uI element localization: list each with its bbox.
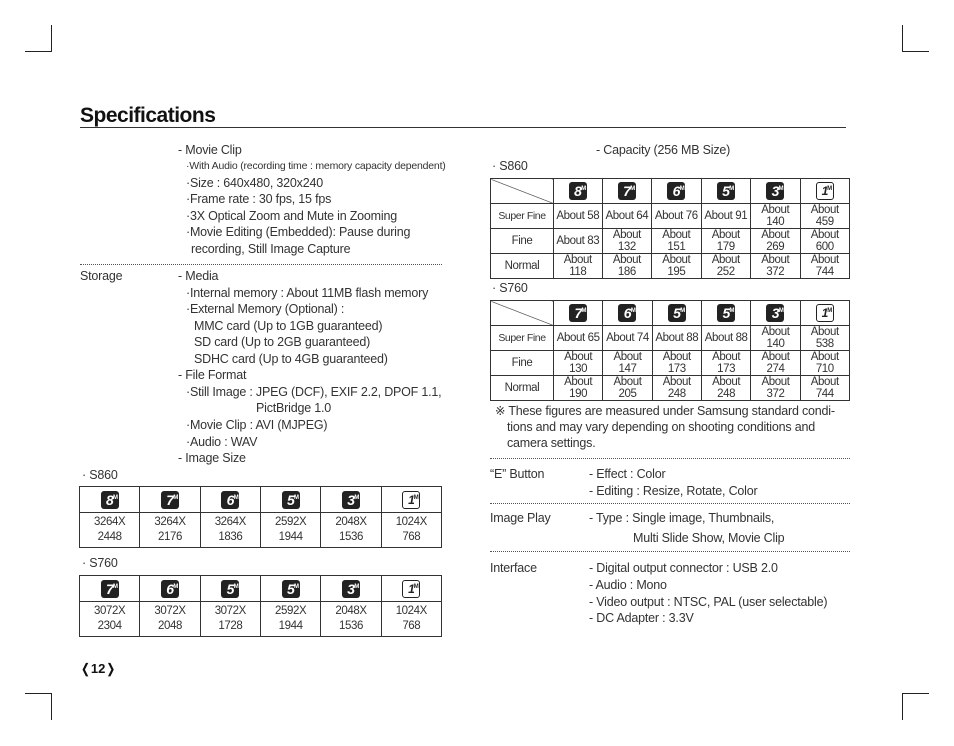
crop-mark bbox=[902, 693, 903, 720]
resolution-3m-icon bbox=[766, 304, 784, 322]
resolution-6m-icon bbox=[221, 491, 239, 509]
icon-row bbox=[80, 576, 442, 602]
capacity-row bbox=[491, 326, 850, 351]
crop-mark bbox=[25, 693, 52, 694]
icon-row bbox=[491, 179, 850, 204]
size-value: 1944 bbox=[278, 620, 303, 632]
page-number-value: 12 bbox=[90, 661, 106, 676]
capacity-value: About 744 bbox=[800, 254, 850, 279]
storage-sd: SD card (Up to 2GB guaranteed) bbox=[194, 335, 371, 349]
image-size-table-s760 bbox=[79, 575, 442, 637]
icon-cell bbox=[652, 301, 701, 326]
capacity-row bbox=[491, 254, 850, 279]
size-value: 3264X bbox=[154, 516, 186, 528]
size-value: 2176 bbox=[158, 531, 182, 543]
resolution-icon-unit: M bbox=[581, 186, 586, 192]
capacity-value: About 173 bbox=[701, 351, 750, 376]
capacity-value: About 248 bbox=[652, 376, 701, 401]
title-rule bbox=[80, 127, 846, 128]
capacity-value: About 74 bbox=[603, 326, 652, 351]
s760-size-label: · S760 bbox=[82, 556, 118, 570]
capacity-value: About 269 bbox=[751, 229, 800, 254]
resolution-5m-icon bbox=[668, 304, 686, 322]
capacity-note-cont: tions and may vary depending on shooting conditions and bbox=[507, 420, 815, 434]
resolution-icon-digit: 7 bbox=[623, 183, 631, 199]
size-value: 1836 bbox=[218, 531, 243, 543]
resolution-1m-icon bbox=[402, 491, 420, 509]
capacity-value: About 538 bbox=[800, 326, 849, 351]
icon-cell bbox=[260, 576, 320, 602]
movie-editing-cont: recording, Still Image Capture bbox=[191, 242, 351, 256]
interface-video: - Video output : NTSC, PAL (user selectable) bbox=[589, 595, 828, 609]
size-cell bbox=[80, 602, 140, 637]
resolution-icon-digit: 8 bbox=[574, 183, 582, 199]
resolution-icon-digit: 1 bbox=[821, 306, 828, 320]
size-cell bbox=[381, 602, 441, 637]
resolution-6m-icon bbox=[667, 182, 685, 200]
icon-cell bbox=[701, 301, 750, 326]
size-value: 2048 bbox=[158, 620, 182, 632]
capacity-value: About 65 bbox=[554, 326, 603, 351]
capacity-note: ※ These figures are measured under Samsung standard condi- bbox=[495, 404, 835, 418]
resolution-icon-digit: 6 bbox=[226, 491, 234, 508]
quality-label: Super Fine bbox=[491, 326, 554, 351]
movie-clip-heading: - Movie Clip bbox=[178, 143, 242, 157]
resolution-icon-unit: M bbox=[827, 308, 832, 314]
storage-label: Storage bbox=[80, 269, 123, 283]
resolution-icon-digit: 7 bbox=[105, 580, 114, 597]
quality-label: Normal bbox=[491, 254, 554, 279]
size-value: 2048X bbox=[335, 516, 367, 528]
capacity-value: About 118 bbox=[554, 254, 603, 279]
icon-cell bbox=[800, 179, 850, 204]
icon-cell bbox=[140, 576, 200, 602]
resolution-icon-unit: M bbox=[173, 583, 178, 590]
size-row bbox=[80, 513, 442, 548]
capacity-s760-label: · S760 bbox=[492, 281, 528, 295]
resolution-7m-icon bbox=[161, 491, 179, 509]
storage-internal: ·Internal memory : About 11MB flash memory bbox=[186, 286, 429, 300]
crop-mark bbox=[902, 693, 929, 694]
capacity-value: About 147 bbox=[603, 351, 652, 376]
icon-cell bbox=[260, 487, 320, 513]
capacity-value: About 130 bbox=[554, 351, 603, 376]
resolution-1m-icon bbox=[402, 580, 420, 598]
movie-frame-rate: ·Frame rate : 30 fps, 15 fps bbox=[186, 192, 332, 206]
resolution-5m-icon bbox=[221, 580, 239, 598]
image-play-type: - Type : Single image, Thumbnails, bbox=[589, 511, 775, 525]
resolution-1m-icon bbox=[816, 182, 834, 200]
resolution-icon-digit: 1 bbox=[821, 184, 828, 198]
page-number: ❬12❭ bbox=[80, 661, 117, 676]
resolution-icon-digit: 6 bbox=[623, 305, 632, 321]
capacity-value: About 205 bbox=[603, 376, 652, 401]
resolution-icon-digit: 5 bbox=[673, 305, 681, 321]
size-value: 2448 bbox=[97, 531, 122, 543]
resolution-icon-digit: 7 bbox=[574, 305, 582, 321]
crop-mark bbox=[902, 25, 903, 52]
quality-label: Super Fine bbox=[491, 204, 554, 229]
divider bbox=[490, 503, 850, 504]
size-cell bbox=[140, 602, 200, 637]
size-value: 2304 bbox=[97, 620, 122, 632]
interface-audio: - Audio : Mono bbox=[589, 578, 667, 592]
size-value: 768 bbox=[402, 620, 421, 632]
resolution-6m-icon bbox=[161, 580, 179, 598]
resolution-icon-unit: M bbox=[354, 494, 359, 501]
image-play-label: Image Play bbox=[490, 511, 551, 525]
capacity-heading: - Capacity (256 MB Size) bbox=[596, 143, 731, 157]
divider bbox=[490, 458, 850, 459]
size-cell bbox=[321, 513, 381, 548]
resolution-icon-unit: M bbox=[173, 494, 178, 501]
icon-cell bbox=[554, 301, 603, 326]
capacity-row bbox=[491, 229, 850, 254]
capacity-table-s760 bbox=[490, 300, 850, 401]
resolution-icon-unit: M bbox=[680, 308, 685, 314]
size-value: 3264X bbox=[214, 516, 246, 528]
image-size-table-s860 bbox=[79, 486, 442, 548]
storage-external: ·External Memory (Optional) : bbox=[186, 302, 345, 316]
size-value: 1024X bbox=[395, 605, 427, 617]
quality-label: Fine bbox=[491, 351, 554, 376]
size-value: 2048X bbox=[335, 605, 367, 617]
resolution-icon-unit: M bbox=[413, 494, 419, 501]
resolution-6m-icon bbox=[618, 304, 636, 322]
size-value: 3072X bbox=[154, 605, 186, 617]
resolution-icon-digit: 5 bbox=[286, 580, 295, 597]
size-cell bbox=[321, 602, 381, 637]
resolution-icon-unit: M bbox=[827, 186, 832, 192]
capacity-value: About 744 bbox=[800, 376, 849, 401]
interface-label: Interface bbox=[490, 561, 537, 575]
resolution-icon-digit: 7 bbox=[166, 491, 174, 508]
resolution-icon-digit: 6 bbox=[166, 580, 174, 597]
icon-cell bbox=[554, 179, 603, 204]
size-value: 768 bbox=[402, 531, 421, 543]
size-value: 3264X bbox=[94, 516, 126, 528]
resolution-icon-unit: M bbox=[113, 583, 118, 590]
capacity-value: About 459 bbox=[800, 204, 850, 229]
storage-media: - Media bbox=[178, 269, 219, 283]
resolution-7m-icon bbox=[101, 580, 119, 598]
size-value: 1944 bbox=[278, 531, 303, 543]
storage-movie: ·Movie Clip : AVI (MJPEG) bbox=[186, 418, 328, 432]
s860-size-label: · S860 bbox=[82, 468, 118, 482]
capacity-value: About 195 bbox=[652, 254, 701, 279]
resolution-icon-digit: 1 bbox=[408, 581, 415, 596]
storage-audio: ·Audio : WAV bbox=[186, 435, 258, 449]
resolution-icon-unit: M bbox=[354, 583, 359, 590]
icon-cell bbox=[200, 487, 260, 513]
storage-image-size: - Image Size bbox=[178, 451, 246, 465]
resolution-5m-icon bbox=[717, 304, 735, 322]
resolution-7m-icon bbox=[618, 182, 636, 200]
resolution-icon-unit: M bbox=[233, 583, 239, 590]
capacity-value: About 58 bbox=[554, 204, 603, 229]
capacity-value: About 88 bbox=[652, 326, 701, 351]
resolution-8m-icon bbox=[101, 491, 119, 509]
capacity-value: About 252 bbox=[701, 254, 750, 279]
capacity-value: About 91 bbox=[701, 204, 750, 229]
e-button-effect: - Effect : Color bbox=[589, 467, 666, 481]
resolution-5m-icon bbox=[282, 580, 300, 598]
resolution-icon-unit: M bbox=[729, 186, 734, 192]
storage-still-cont: PictBridge 1.0 bbox=[256, 401, 332, 415]
resolution-icon-unit: M bbox=[113, 494, 118, 501]
diagonal-corner-cell bbox=[491, 179, 554, 204]
storage-file-format: - File Format bbox=[178, 368, 247, 382]
resolution-icon-unit: M bbox=[233, 494, 239, 501]
icon-cell bbox=[603, 301, 652, 326]
capacity-table-s860 bbox=[490, 178, 850, 279]
crop-mark bbox=[51, 25, 52, 52]
size-value: 3072X bbox=[214, 605, 246, 617]
capacity-value: About 190 bbox=[554, 376, 603, 401]
icon-cell bbox=[321, 487, 381, 513]
capacity-value: About 710 bbox=[800, 351, 849, 376]
size-value: 2592X bbox=[275, 516, 307, 528]
size-cell bbox=[200, 602, 260, 637]
capacity-value: About 186 bbox=[602, 254, 651, 279]
resolution-icon-digit: 6 bbox=[672, 183, 681, 199]
icon-cell bbox=[751, 301, 800, 326]
resolution-3m-icon bbox=[766, 182, 784, 200]
icon-cell bbox=[321, 576, 381, 602]
resolution-icon-unit: M bbox=[729, 308, 735, 314]
interface-digital: - Digital output connector : USB 2.0 bbox=[589, 561, 778, 575]
e-button-editing: - Editing : Resize, Rotate, Color bbox=[589, 484, 758, 498]
resolution-icon-unit: M bbox=[778, 186, 784, 192]
size-cell bbox=[260, 602, 320, 637]
resolution-icon-digit: 1 bbox=[408, 492, 415, 507]
icon-row bbox=[80, 487, 442, 513]
size-cell bbox=[80, 513, 140, 548]
e-button-label: “E” Button bbox=[490, 467, 545, 481]
resolution-5m-icon bbox=[282, 491, 300, 509]
capacity-value: About 140 bbox=[751, 326, 800, 351]
size-value: 1536 bbox=[338, 531, 363, 543]
icon-cell bbox=[80, 487, 140, 513]
size-value: 3072X bbox=[94, 605, 126, 617]
capacity-value: About 76 bbox=[652, 204, 701, 229]
resolution-icon-unit: M bbox=[581, 308, 587, 314]
diagonal-corner-cell bbox=[491, 301, 554, 326]
resolution-icon-digit: 3 bbox=[771, 305, 780, 321]
crop-mark bbox=[902, 51, 929, 52]
size-cell bbox=[260, 513, 320, 548]
size-cell bbox=[200, 513, 260, 548]
capacity-value: About 372 bbox=[751, 376, 800, 401]
resolution-5m-icon bbox=[717, 182, 735, 200]
resolution-8m-icon bbox=[569, 182, 587, 200]
capacity-row bbox=[491, 204, 850, 229]
resolution-icon-unit: M bbox=[630, 308, 636, 314]
icon-cell bbox=[701, 179, 750, 204]
resolution-7m-icon bbox=[569, 304, 587, 322]
capacity-value: About 140 bbox=[751, 204, 800, 229]
icon-cell bbox=[80, 576, 140, 602]
icon-cell bbox=[602, 179, 651, 204]
movie-with-audio: ·With Audio (recording time : memory capacity dependent) bbox=[186, 160, 446, 172]
capacity-s860-label: · S860 bbox=[492, 159, 528, 173]
icon-cell bbox=[140, 487, 200, 513]
icon-cell bbox=[200, 576, 260, 602]
capacity-value: About 274 bbox=[751, 351, 800, 376]
resolution-icon-unit: M bbox=[413, 583, 419, 590]
resolution-3m-icon bbox=[342, 580, 360, 598]
quality-label: Fine bbox=[491, 229, 554, 254]
interface-dc: - DC Adapter : 3.3V bbox=[589, 611, 694, 625]
page-title: Specifications bbox=[80, 104, 216, 127]
resolution-icon-unit: M bbox=[294, 494, 299, 501]
size-value: 1536 bbox=[338, 620, 363, 632]
resolution-icon-unit: M bbox=[294, 583, 299, 590]
resolution-1m-icon bbox=[816, 304, 834, 322]
resolution-icon-digit: 8 bbox=[105, 491, 114, 508]
capacity-value: About 83 bbox=[554, 229, 603, 254]
size-value: 1024X bbox=[395, 516, 427, 528]
icon-cell bbox=[381, 487, 441, 513]
size-value: 2592X bbox=[275, 605, 307, 617]
storage-mmc: MMC card (Up to 1GB guaranteed) bbox=[194, 319, 383, 333]
capacity-value: About 248 bbox=[701, 376, 750, 401]
movie-size: ·Size : 640x480, 320x240 bbox=[186, 176, 323, 190]
capacity-row bbox=[491, 376, 850, 401]
capacity-value: About 151 bbox=[652, 229, 701, 254]
quality-label: Normal bbox=[491, 376, 554, 401]
icon-cell bbox=[800, 301, 849, 326]
resolution-icon-digit: 5 bbox=[722, 183, 730, 199]
resolution-icon-digit: 5 bbox=[286, 491, 295, 508]
icon-cell bbox=[751, 179, 800, 204]
capacity-value: About 179 bbox=[701, 229, 750, 254]
storage-sdhc: SDHC card (Up to 4GB guaranteed) bbox=[194, 352, 388, 366]
resolution-icon-unit: M bbox=[630, 186, 635, 192]
resolution-icon-unit: M bbox=[778, 308, 784, 314]
icon-cell bbox=[652, 179, 701, 204]
resolution-icon-digit: 3 bbox=[771, 183, 779, 199]
resolution-icon-digit: 5 bbox=[722, 305, 730, 321]
size-value: 1728 bbox=[218, 620, 243, 632]
movie-editing: ·Movie Editing (Embedded): Pause during bbox=[186, 225, 411, 239]
capacity-note-cont: camera settings. bbox=[507, 436, 596, 450]
capacity-value: About 600 bbox=[800, 229, 850, 254]
resolution-3m-icon bbox=[342, 491, 360, 509]
capacity-value: About 64 bbox=[602, 204, 651, 229]
capacity-value: About 173 bbox=[652, 351, 701, 376]
resolution-icon-unit: M bbox=[679, 186, 685, 192]
resolution-icon-digit: 3 bbox=[347, 491, 355, 508]
capacity-value: About 88 bbox=[701, 326, 750, 351]
capacity-value: About 372 bbox=[751, 254, 800, 279]
size-row bbox=[80, 602, 442, 637]
image-play-type-cont: Multi Slide Show, Movie Clip bbox=[633, 531, 785, 545]
crop-mark bbox=[51, 693, 52, 720]
storage-still: ·Still Image : JPEG (DCF), EXIF 2.2, DPOF 1.1, bbox=[186, 385, 442, 399]
movie-zoom: ·3X Optical Zoom and Mute in Zooming bbox=[186, 209, 397, 223]
divider bbox=[80, 264, 442, 265]
divider bbox=[490, 551, 850, 552]
crop-mark bbox=[25, 51, 52, 52]
size-cell bbox=[140, 513, 200, 548]
resolution-icon-digit: 5 bbox=[226, 580, 234, 597]
resolution-icon-digit: 3 bbox=[347, 580, 355, 597]
capacity-value: About 132 bbox=[602, 229, 651, 254]
capacity-row bbox=[491, 351, 850, 376]
icon-row bbox=[491, 301, 850, 326]
size-cell bbox=[381, 513, 441, 548]
icon-cell bbox=[381, 576, 441, 602]
